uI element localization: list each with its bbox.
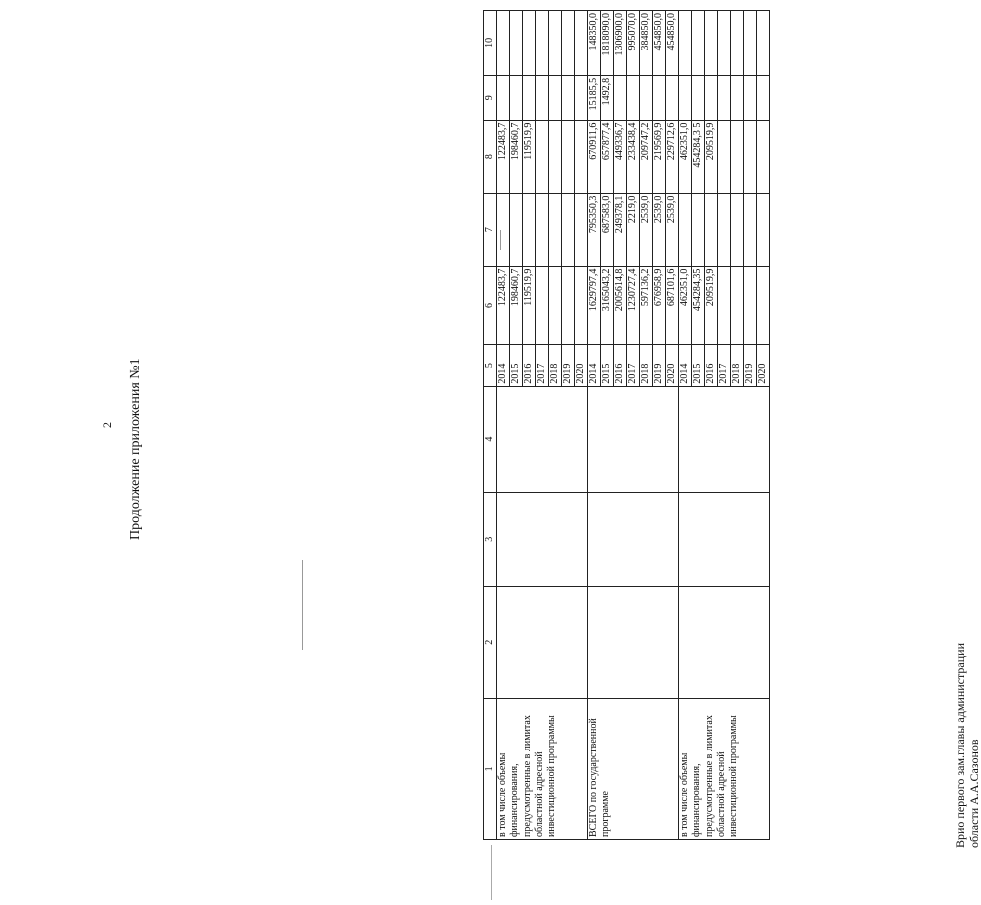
year-cell: 2018 bbox=[640, 345, 653, 386]
value-cell bbox=[562, 193, 575, 266]
value-cell bbox=[718, 193, 731, 266]
value-cell bbox=[562, 75, 575, 120]
value-cell bbox=[731, 266, 744, 345]
year-cell: 2015 bbox=[601, 345, 614, 386]
value-cell bbox=[718, 75, 731, 120]
year-cell: 2018 bbox=[549, 345, 562, 386]
value-cell bbox=[627, 75, 640, 120]
value-cell bbox=[744, 75, 757, 120]
row-group-label: ВСЕГО по государственной программе bbox=[588, 698, 679, 839]
value-cell: 209747,2 bbox=[640, 120, 653, 193]
value-cell bbox=[536, 75, 549, 120]
margin-line bbox=[491, 845, 492, 900]
value-cell: 2539,0 bbox=[640, 193, 653, 266]
value-cell bbox=[666, 75, 679, 120]
value-cell: 3165043,2 bbox=[601, 266, 614, 345]
value-cell bbox=[510, 193, 523, 266]
scan-mark bbox=[302, 560, 303, 650]
year-cell: 2014 bbox=[497, 345, 510, 386]
value-cell bbox=[744, 266, 757, 345]
scan-mark bbox=[500, 230, 501, 250]
value-cell bbox=[549, 120, 562, 193]
value-cell: 148350,0 bbox=[588, 11, 601, 76]
value-cell bbox=[575, 75, 588, 120]
value-cell bbox=[640, 75, 653, 120]
table-cell bbox=[679, 586, 770, 698]
value-cell: 15185,5 bbox=[588, 75, 601, 120]
value-cell bbox=[497, 11, 510, 76]
value-cell bbox=[731, 11, 744, 76]
table-header-cell: 8 bbox=[484, 120, 497, 193]
table-header-cell: 7 bbox=[484, 193, 497, 266]
value-cell: 676958,9 bbox=[653, 266, 666, 345]
value-cell bbox=[692, 75, 705, 120]
table-row bbox=[588, 11, 601, 840]
year-cell: 2019 bbox=[562, 345, 575, 386]
value-cell: 1818090,0 bbox=[601, 11, 614, 76]
value-cell bbox=[575, 11, 588, 76]
value-cell bbox=[731, 75, 744, 120]
value-cell bbox=[679, 193, 692, 266]
year-cell: 2015 bbox=[510, 345, 523, 386]
value-cell bbox=[757, 193, 770, 266]
value-cell bbox=[549, 266, 562, 345]
year-cell: 2015 bbox=[692, 345, 705, 386]
value-cell bbox=[705, 11, 718, 76]
table-subtitle: Продолжение приложения №1 bbox=[128, 358, 143, 540]
year-cell: 2014 bbox=[588, 345, 601, 386]
value-cell bbox=[510, 75, 523, 120]
value-cell bbox=[757, 11, 770, 76]
table-header-cell: 4 bbox=[484, 386, 497, 492]
table-header-cell: 6 bbox=[484, 266, 497, 345]
year-cell: 2016 bbox=[523, 345, 536, 386]
value-cell bbox=[523, 75, 536, 120]
table-cell bbox=[588, 586, 679, 698]
value-cell: 2539,0 bbox=[666, 193, 679, 266]
value-cell bbox=[562, 11, 575, 76]
table-row bbox=[679, 11, 692, 840]
signature-line-1: Врио первого зам.главы администрации bbox=[953, 643, 967, 848]
value-cell: 454850,0 bbox=[653, 11, 666, 76]
table-header-cell: 3 bbox=[484, 492, 497, 586]
year-cell: 2020 bbox=[757, 345, 770, 386]
year-cell: 2014 bbox=[679, 345, 692, 386]
value-cell bbox=[757, 120, 770, 193]
value-cell bbox=[757, 75, 770, 120]
value-cell: 198460,7 bbox=[510, 266, 523, 345]
value-cell: 462351,0 bbox=[679, 266, 692, 345]
value-cell bbox=[549, 193, 562, 266]
table-cell bbox=[588, 386, 679, 492]
value-cell: 122483,7 bbox=[497, 266, 510, 345]
table-cell bbox=[497, 386, 588, 492]
value-cell: 1306900,0 bbox=[614, 11, 627, 76]
value-cell bbox=[523, 11, 536, 76]
value-cell: 454284,35 bbox=[692, 266, 705, 345]
table-cell bbox=[679, 492, 770, 586]
table-cell bbox=[679, 386, 770, 492]
value-cell bbox=[536, 120, 549, 193]
value-cell bbox=[731, 193, 744, 266]
value-cell: 2219,0 bbox=[627, 193, 640, 266]
value-cell bbox=[679, 11, 692, 76]
value-cell bbox=[497, 75, 510, 120]
value-cell bbox=[562, 120, 575, 193]
value-cell: 209519,9 bbox=[705, 266, 718, 345]
value-cell bbox=[718, 266, 731, 345]
table-header-row bbox=[484, 11, 497, 840]
value-cell: 1492,8 bbox=[601, 75, 614, 120]
year-cell: 2020 bbox=[575, 345, 588, 386]
value-cell bbox=[705, 75, 718, 120]
signature-line-2: области А.А.Сазонов bbox=[967, 739, 981, 848]
value-cell bbox=[731, 120, 744, 193]
value-cell: 657877,4 bbox=[601, 120, 614, 193]
table-cell bbox=[497, 492, 588, 586]
value-cell bbox=[562, 266, 575, 345]
signature-block bbox=[953, 643, 981, 848]
value-cell bbox=[575, 120, 588, 193]
year-cell: 2017 bbox=[627, 345, 640, 386]
year-cell: 2016 bbox=[705, 345, 718, 386]
value-cell bbox=[679, 75, 692, 120]
value-cell: 219569,9 bbox=[653, 120, 666, 193]
year-cell: 2017 bbox=[718, 345, 731, 386]
value-cell bbox=[523, 193, 536, 266]
year-cell: 2017 bbox=[536, 345, 549, 386]
value-cell: 597136,2 bbox=[640, 266, 653, 345]
year-cell: 2019 bbox=[653, 345, 666, 386]
value-cell: 2005614,8 bbox=[614, 266, 627, 345]
table-row bbox=[497, 11, 510, 840]
value-cell: 670911,6 bbox=[588, 120, 601, 193]
value-cell: 454284,3 5 bbox=[692, 120, 705, 193]
table-header-cell: 2 bbox=[484, 586, 497, 698]
year-cell: 2020 bbox=[666, 345, 679, 386]
value-cell: 198460,7 bbox=[510, 120, 523, 193]
value-cell: 1230727,4 bbox=[627, 266, 640, 345]
value-cell bbox=[614, 75, 627, 120]
value-cell bbox=[757, 266, 770, 345]
table-cell bbox=[588, 492, 679, 586]
table-header-cell: 10 bbox=[484, 11, 497, 76]
value-cell: 462351,0 bbox=[679, 120, 692, 193]
value-cell bbox=[718, 120, 731, 193]
table-cell bbox=[497, 586, 588, 698]
value-cell: 209519,9 bbox=[705, 120, 718, 193]
value-cell bbox=[575, 266, 588, 345]
value-cell: 687583,0 bbox=[601, 193, 614, 266]
page-number: 2 bbox=[100, 422, 114, 428]
value-cell bbox=[536, 11, 549, 76]
row-group-label: в том числе объемы финансирования, предусмотренные в лимитах областной адресной инвестиционной программы bbox=[497, 698, 588, 839]
year-cell: 2016 bbox=[614, 345, 627, 386]
value-cell: 2539,0 bbox=[653, 193, 666, 266]
value-cell bbox=[575, 193, 588, 266]
value-cell bbox=[705, 193, 718, 266]
rotated-content bbox=[128, 10, 981, 848]
value-cell bbox=[744, 193, 757, 266]
value-cell bbox=[718, 11, 731, 76]
value-cell: 119519,9 bbox=[523, 120, 536, 193]
value-cell: 122483,7 bbox=[497, 120, 510, 193]
value-cell: 249378,1 bbox=[614, 193, 627, 266]
value-cell: 687101,6 bbox=[666, 266, 679, 345]
value-cell: 384850,0 bbox=[640, 11, 653, 76]
value-cell bbox=[549, 75, 562, 120]
value-cell bbox=[744, 11, 757, 76]
table-header-cell: 1 bbox=[484, 698, 497, 839]
financing-table bbox=[483, 10, 770, 840]
year-cell: 2018 bbox=[731, 345, 744, 386]
value-cell: 233438,4 bbox=[627, 120, 640, 193]
value-cell bbox=[536, 266, 549, 345]
value-cell bbox=[497, 193, 510, 266]
value-cell: 995070,0 bbox=[627, 11, 640, 76]
value-cell: 795350,3 bbox=[588, 193, 601, 266]
value-cell: 1629797,4 bbox=[588, 266, 601, 345]
value-cell: 454850,0 bbox=[666, 11, 679, 76]
value-cell: 119519,9 bbox=[523, 266, 536, 345]
value-cell bbox=[692, 11, 705, 76]
value-cell: 229712,6 bbox=[666, 120, 679, 193]
value-cell: 449336,7 bbox=[614, 120, 627, 193]
table-header-cell: 5 bbox=[484, 345, 497, 386]
value-cell bbox=[536, 193, 549, 266]
year-cell: 2019 bbox=[744, 345, 757, 386]
value-cell bbox=[510, 11, 523, 76]
table-header-cell: 9 bbox=[484, 75, 497, 120]
value-cell bbox=[744, 120, 757, 193]
value-cell bbox=[549, 11, 562, 76]
value-cell bbox=[692, 193, 705, 266]
row-group-label: в том числе объемы финансирования, предусмотренные в лимитах областной адресной инвестиционной программы bbox=[679, 698, 770, 839]
value-cell bbox=[653, 75, 666, 120]
